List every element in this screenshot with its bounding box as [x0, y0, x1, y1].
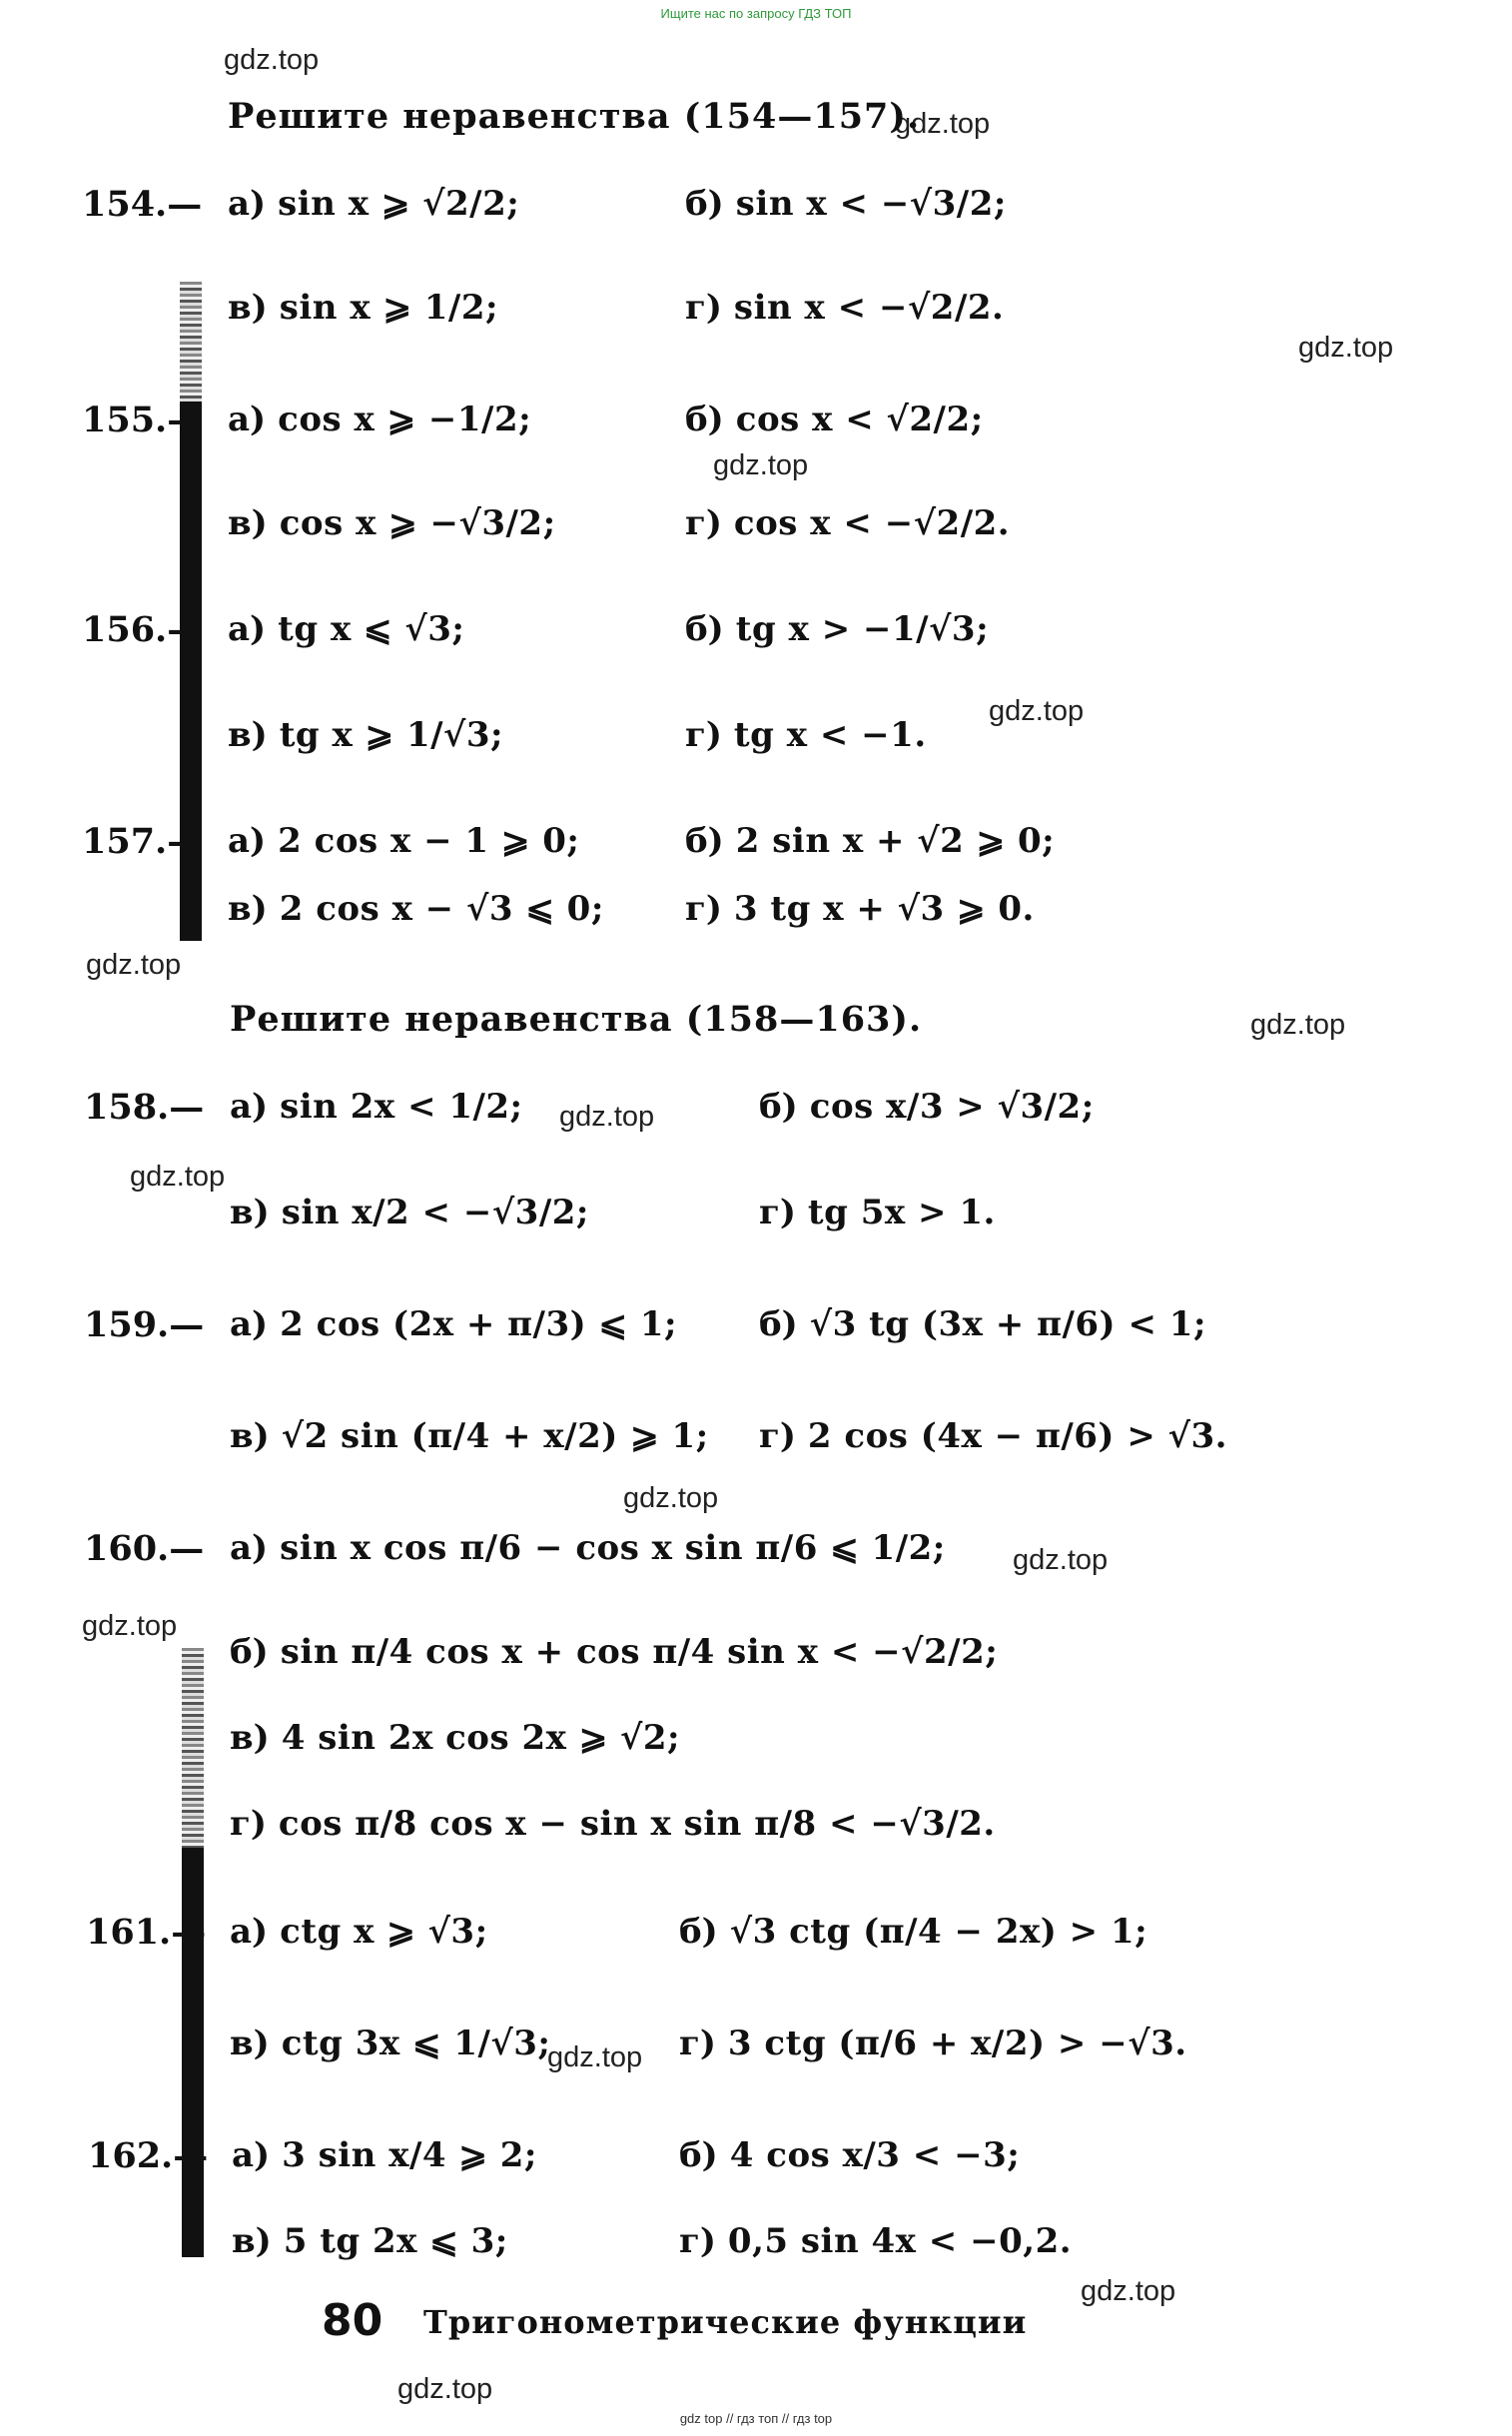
problem-item [230, 1193, 589, 1232]
item-label: а) [228, 821, 267, 861]
item-expression: 5 tg 2x ⩽ 3; [283, 2221, 508, 2261]
item-label: в) [230, 1416, 270, 1456]
problem-item [230, 1632, 998, 1672]
problem-item [679, 2221, 1072, 2261]
item-label: а) [228, 609, 267, 649]
running-title: Тригонометрические функции [423, 2303, 1028, 2341]
item-label: в) [228, 503, 268, 543]
bottom-note: gdz top // гдз топ // гдз top [679, 2411, 833, 2426]
item-label: в) [228, 889, 268, 929]
watermark: gdz.top [989, 695, 1085, 727]
item-label: г) [759, 1416, 796, 1456]
item-expression: 4 cos x/3 < −3; [729, 2135, 1021, 2175]
problem-item [228, 503, 556, 543]
item-expression: 2 cos (2x + π/3) ⩽ 1; [280, 1304, 678, 1344]
problem-item [685, 288, 1004, 328]
item-label: в) [230, 1718, 270, 1758]
item-expression: 4 sin 2x cos 2x ⩾ √2; [281, 1718, 681, 1758]
item-expression: ctg 3x ⩽ 1/√3; [281, 2024, 551, 2063]
problem-item [685, 609, 989, 649]
item-label: г) [679, 2024, 716, 2063]
item-label: г) [685, 889, 722, 929]
problem-item [679, 1912, 1147, 1952]
item-label: а) [232, 2135, 271, 2175]
item-expression: 3 sin x/4 ⩾ 2; [282, 2135, 537, 2175]
item-label: г) [685, 503, 722, 543]
problem-item [230, 1528, 946, 1568]
problem-item [230, 1416, 709, 1456]
problem-item [759, 1193, 996, 1232]
item-expression: sin x < −√3/2; [735, 184, 1007, 224]
problem-number: 156.— [82, 609, 203, 650]
item-label: г) [685, 288, 722, 328]
watermark: gdz.top [82, 1610, 178, 1642]
problem-item [228, 288, 498, 328]
item-label: в) [228, 288, 268, 328]
problem-number: 158.— [84, 1087, 205, 1128]
problem-item [679, 2135, 1020, 2175]
item-label: а) [230, 1912, 269, 1952]
problem-item [232, 2135, 537, 2175]
item-expression: √3 tg (3x + π/6) < 1; [809, 1304, 1207, 1344]
item-expression: 2 cos (4x − π/6) > √3. [807, 1416, 1228, 1456]
problem-number: 162.— [88, 2135, 209, 2176]
problem-item [685, 889, 1035, 929]
item-label: б) [679, 1912, 718, 1952]
item-expression: 2 cos x − 1 ⩾ 0; [278, 821, 580, 861]
item-expression: cos x ⩾ −√3/2; [279, 503, 556, 543]
item-expression: tg x ⩾ 1/√3; [279, 715, 504, 755]
item-label: г) [759, 1193, 796, 1232]
problem-item [228, 889, 604, 929]
item-label: б) [230, 1632, 269, 1672]
watermark: gdz.top [1250, 1009, 1346, 1041]
item-expression: sin x ⩾ 1/2; [279, 288, 499, 328]
item-expression: cos x < −√2/2. [733, 503, 1011, 543]
problem-item [685, 503, 1010, 543]
problem-number: 161.— [86, 1912, 207, 1953]
margin-bar [182, 1648, 204, 1848]
margin-bar [182, 1848, 204, 2257]
top-note: Ищите нас по запросу ГДЗ ТОП [660, 6, 852, 21]
problem-item [228, 400, 531, 439]
item-label: а) [230, 1304, 269, 1344]
item-expression: 3 ctg (π/6 + x/2) > −√3. [727, 2024, 1187, 2063]
section-heading: Решите неравенства (158—163). [230, 999, 923, 1040]
problem-item [228, 184, 519, 224]
problem-item [230, 1087, 523, 1127]
item-label: г) [685, 715, 722, 755]
watermark: gdz.top [86, 949, 182, 981]
problem-item [228, 821, 579, 861]
item-expression: tg x > −1/√3; [735, 609, 990, 649]
item-label: б) [685, 609, 724, 649]
problem-number: 159.— [84, 1304, 205, 1345]
item-expression: cos π/8 cos x − sin x sin π/8 < −√3/2. [278, 1804, 996, 1844]
problem-item [685, 715, 927, 755]
item-label: б) [759, 1304, 798, 1344]
item-label: в) [230, 2024, 270, 2063]
problem-item [759, 1087, 1095, 1127]
page-number: 80 [322, 2295, 383, 2346]
item-label: а) [230, 1528, 269, 1568]
watermark: gdz.top [1298, 332, 1394, 364]
item-expression: sin x ⩾ √2/2; [278, 184, 520, 224]
item-expression: cos x < √2/2; [735, 400, 984, 439]
problem-item [759, 1304, 1206, 1344]
problem-item [685, 184, 1007, 224]
item-label: в) [230, 1193, 270, 1232]
item-expression: √2 sin (π/4 + x/2) ⩾ 1; [281, 1416, 709, 1456]
problem-item [230, 2024, 550, 2063]
watermark: gdz.top [397, 2373, 493, 2405]
margin-bar [180, 282, 202, 402]
item-label: б) [685, 821, 724, 861]
watermark: gdz.top [130, 1161, 226, 1193]
problem-item [228, 715, 503, 755]
item-expression: ctg x ⩾ √3; [280, 1912, 488, 1952]
item-label: б) [685, 400, 724, 439]
watermark: gdz.top [547, 2041, 643, 2073]
problem-item [685, 821, 1055, 861]
problem-item [230, 1304, 677, 1344]
problem-item [228, 609, 464, 649]
problem-number: 155.— [82, 400, 203, 440]
problem-item [232, 2221, 508, 2261]
item-expression: √3 ctg (π/4 − 2x) > 1; [729, 1912, 1148, 1952]
problem-item [759, 1416, 1227, 1456]
item-label: а) [230, 1087, 269, 1127]
problem-number: 154.— [82, 184, 203, 225]
item-label: а) [228, 184, 267, 224]
item-expression: tg x < −1. [733, 715, 927, 755]
item-expression: 0,5 sin 4x < −0,2. [727, 2221, 1073, 2261]
item-expression: sin x/2 < −√3/2; [281, 1193, 589, 1232]
item-label: а) [228, 400, 267, 439]
item-label: б) [679, 2135, 718, 2175]
problem-item [679, 2024, 1187, 2063]
item-expression: sin 2x < 1/2; [280, 1087, 523, 1127]
problem-number: 157.— [82, 821, 203, 862]
item-label: в) [232, 2221, 272, 2261]
problem-item [230, 1718, 680, 1758]
section-heading: Решите неравенства (154—157). [228, 96, 921, 137]
watermark: gdz.top [559, 1101, 655, 1133]
item-expression: sin π/4 cos x + cos π/4 sin x < −√2/2; [280, 1632, 999, 1672]
item-label: г) [230, 1804, 267, 1844]
problem-number: 160.— [84, 1528, 205, 1569]
problem-item [230, 1912, 488, 1952]
item-label: в) [228, 715, 268, 755]
item-label: г) [679, 2221, 716, 2261]
problem-item [685, 400, 984, 439]
item-label: б) [685, 184, 724, 224]
problem-item [230, 1804, 996, 1844]
item-expression: cos x ⩾ −1/2; [278, 400, 532, 439]
watermark: gdz.top [1013, 1544, 1109, 1576]
item-expression: sin x < −√2/2. [733, 288, 1005, 328]
watermark: gdz.top [895, 108, 991, 140]
item-label: б) [759, 1087, 798, 1127]
item-expression: tg 5x > 1. [807, 1193, 996, 1232]
watermark: gdz.top [1081, 2275, 1176, 2307]
item-expression: tg x ⩽ √3; [278, 609, 465, 649]
item-expression: 2 cos x − √3 ⩽ 0; [279, 889, 604, 929]
watermark: gdz.top [713, 449, 809, 481]
item-expression: 3 tg x + √3 ⩾ 0. [733, 889, 1035, 929]
item-expression: cos x/3 > √3/2; [809, 1087, 1095, 1127]
watermark: gdz.top [623, 1482, 719, 1514]
watermark: gdz.top [224, 44, 320, 76]
item-expression: 2 sin x + √2 ⩾ 0; [735, 821, 1056, 861]
item-expression: sin x cos π/6 − cos x sin π/6 ⩽ 1/2; [280, 1528, 946, 1568]
